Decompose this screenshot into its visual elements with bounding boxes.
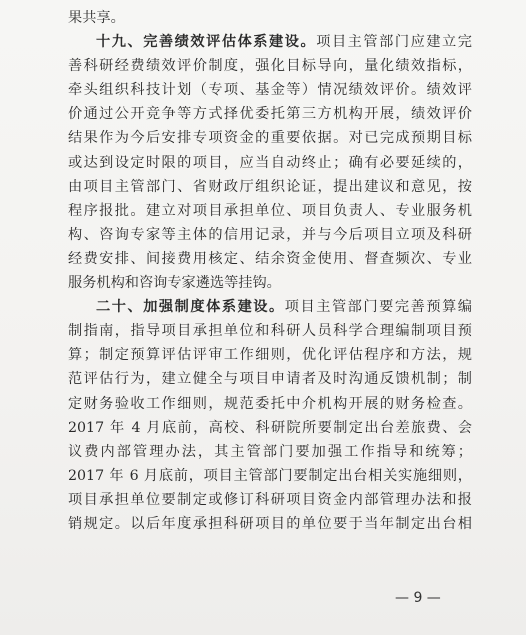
paragraph-line: 制指南，指导项目承担单位和科研人员科学合理编制项目预 (68, 323, 472, 340)
paragraph-line: 或达到设定时限的项目，应当自动终止；确有必要延续的， (68, 154, 472, 171)
paragraph-line: 销规定。以后年度承担科研项目的单位要于当年制定出台相 (68, 515, 472, 532)
section-19-heading: 十九、完善绩效评估体系建设。 (96, 34, 317, 51)
paragraph-line: 服务机构和咨询专家遴选等挂钩。 (68, 275, 281, 292)
paragraph-line: 定财务验收工作细则，规范委托中介机构开展的财务检查。 (68, 395, 472, 412)
section-19-first-line (68, 30, 472, 54)
paragraph-line: 程序报批。建立对项目承担单位、项目负责人、专业服务机 (68, 202, 472, 219)
paragraph-line: 项目主管部门要完善预算编 (284, 299, 472, 316)
paragraph-line: 范评估行为，建立健全与项目申请者及时沟通反馈机制；制 (68, 371, 472, 388)
page-number: — 9 — (395, 590, 441, 606)
paragraph-line: 价通过公开竞争等方式择优委托第三方机构开展，绩效评价 (68, 106, 472, 123)
paragraph-line: 议费内部管理办法，其主管部门要加强工作指导和统筹； (68, 443, 472, 460)
paragraph-line: 结果作为今后安排专项资金的重要依据。对已完成预期目标 (68, 130, 472, 147)
paragraph-line: 算；制定预算评估评审工作细则，优化评估程序和方法，规 (68, 347, 472, 364)
paragraph-line: 2017 年 4 月底前，高校、科研院所要制定出台差旅费、会 (68, 419, 472, 436)
paragraph-line: 牵头组织科技计划（专项、基金等）情况绩效评价。绩效评 (68, 82, 472, 99)
section-20-first-line (68, 295, 472, 319)
paragraph-line: 果共享。 (68, 10, 125, 26)
paragraph-line: 2017 年 6 月底前，项目主管部门要制定出台相关实施细则， (68, 467, 472, 484)
document-body (68, 6, 472, 536)
paragraph-line: 由项目主管部门、省财政厅组织论证，提出建议和意见，按 (68, 178, 472, 195)
section-20-heading: 二十、加强制度体系建设。 (96, 299, 285, 316)
paragraph-line: 项目承担单位要制定或修订科研项目资金内部管理办法和报 (68, 491, 472, 508)
paragraph-line: 构、咨询专家等主体的信用记录，并与今后项目立项及科研 (68, 226, 472, 243)
paragraph-line: 经费安排、间接费用核定、结余资金使用、督查频次、专业 (68, 250, 472, 267)
paragraph-line: 项目主管部门应建立完 (316, 34, 472, 51)
paragraph-line: 善科研经费绩效评价制度，强化目标导向，量化绩效指标， (68, 58, 472, 75)
